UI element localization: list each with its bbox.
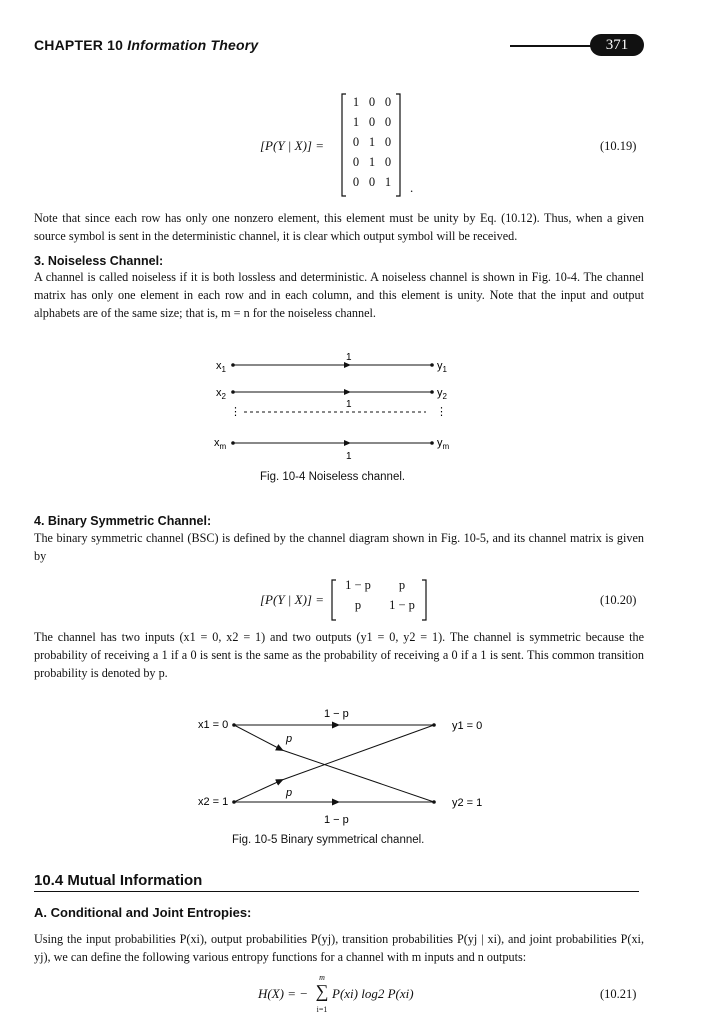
heading-noiseless-channel: 3. Noiseless Channel: — [34, 254, 164, 268]
eq-10-19-cell-r1-c3: 0 — [384, 95, 392, 109]
fig-10-5-label-cross-1: p — [286, 733, 293, 745]
fig-10-5-label-top: 1 − p — [324, 708, 349, 720]
eq-10-21-sum-top: m — [319, 973, 325, 982]
fig-10-4-output-y2: $y_2$ — [437, 387, 447, 401]
eq-10-21-lhs: H(X) = − — [258, 986, 309, 1001]
fig-10-5-label-bottom: 1 − p — [324, 814, 349, 826]
paragraph-bsc-description: The channel has two inputs (x1 = 0, x2 = 1) and two outputs (y1 = 0, y2 = 1). The channel is symmetric because the probability of receiving a 1 if a 0 is sent is the same as the probability of receiving a 0 if a 1 is sent. This common transition probability is denoted by p. — [34, 630, 644, 680]
eq-10-19-cell-r3-c1: 0 — [352, 135, 360, 149]
fig-10-5-link-0-1 — [234, 725, 282, 750]
fig-10-4-output-ym: $y_m$ — [437, 437, 450, 451]
paragraph-entropy-definitions: Using the input probabilities P(xi), output probabilities P(yj), transition probabilities P(yj | xi), and joint probabilities P(xi, yj), we can define the following various entropy functions for a channel with m inputs and n outputs: — [34, 932, 644, 964]
eq-10-19-cell-r4-c1: 0 — [352, 155, 360, 169]
fig-10-4-input-x2: $x_2$ — [216, 387, 226, 401]
fig-10-5-output-top: y1 = 0 — [452, 720, 483, 732]
fig-10-4-prob-2: 1 — [346, 399, 352, 410]
eq-10-20-cell-r2-c2: 1 − p — [389, 598, 415, 612]
eq-10-20-cell-r2-c1: p — [354, 598, 362, 612]
fig-10-4-prob-m: 1 — [346, 451, 352, 462]
eq-10-20-cell-r1-c1: 1 − p — [345, 578, 371, 592]
fig-10-4-vdots-left: ⋮ — [230, 406, 241, 418]
eq-10-19-cell-r1-c1: 1 — [352, 95, 360, 109]
page-number-badge: 371 — [590, 34, 644, 56]
fig-10-4-vdots-right: ⋮ — [436, 406, 447, 418]
eq-10-21-number: (10.21) — [600, 987, 637, 1001]
eq-10-19-cell-r3-c3: 0 — [384, 135, 392, 149]
eq-10-19-cell-r4-c3: 0 — [384, 155, 392, 169]
fig-10-4-output-y1: $y_1$ — [437, 360, 447, 374]
fig-10-5-input-bottom: x2 = 1 — [198, 796, 229, 808]
eq-10-19-cell-r5-c2: 0 — [368, 175, 376, 189]
eq-10-19-cell-r2-c1: 1 — [352, 115, 360, 129]
fig-10-5-diagram — [190, 700, 510, 830]
paragraph-deterministic-note: Note that since each row has only one nonzero element, this element must be unity by Eq. (10.12). Thus, when a given source symbol is sent in the deterministic channel, it is clear which output symbol will be received. — [34, 211, 644, 243]
fig-10-4-prob-1: 1 — [346, 352, 352, 363]
fig-10-4-input-x1: $x_1$ — [216, 360, 226, 374]
eq-10-20-cell-r1-c2: p — [398, 578, 406, 592]
eq-10-19-cell-r3-c2: 1 — [368, 135, 376, 149]
eq-10-19-cell-r4-c2: 1 — [368, 155, 376, 169]
chapter-header — [34, 37, 258, 53]
fig-10-4-input-xm: $x_m$ — [214, 437, 227, 451]
eq-10-19-cell-r1-c2: 0 — [368, 95, 376, 109]
paragraph-noiseless: A channel is called noiseless if it is both lossless and deterministic. A noiseless channel is shown in Fig. 10-4. The channel matrix has only one element in each row and in each column, and this element is unity. Note that the input and output alphabets are of the same size; that is, m = n for the noiseless channel. — [34, 270, 644, 320]
eq-10-19-lhs: [P(Y | X)] = — [260, 138, 324, 153]
eq-10-20-lhs: [P(Y | X)] = — [260, 592, 324, 607]
eq-10-19-cell-r2-c3: 0 — [384, 115, 392, 129]
heading-binary-symmetric-channel: 4. Binary Symmetric Channel: — [34, 514, 212, 528]
section-rule — [34, 891, 639, 892]
subheading-conditional-joint-entropies: A. Conditional and Joint Entropies: — [34, 905, 252, 920]
eq-10-19-cell-r2-c2: 0 — [368, 115, 376, 129]
fig-10-5-input-top: x1 = 0 — [198, 719, 229, 731]
eq-10-20-number: (10.20) — [600, 593, 637, 607]
eq-10-19-cell-r5-c3: 1 — [384, 175, 392, 189]
paragraph-bsc: The binary symmetric channel (BSC) is defined by the channel diagram shown in Fig. 10-5, and its channel matrix is given by — [34, 531, 644, 563]
eq-10-19-number: (10.19) — [600, 139, 637, 153]
eq-10-19-cell-r5-c1: 0 — [352, 175, 360, 189]
chapter-label: CHAPTER 10 — [34, 37, 124, 53]
fig-10-5-output-bottom: y2 = 1 — [452, 797, 483, 809]
eq-10-19-period: . — [410, 180, 414, 195]
eq-10-21-rhs: P(xi) log2 P(xi) — [332, 986, 414, 1001]
eq-10-21-sum-bottom: i=1 — [316, 1005, 328, 1014]
eq-10-21-sum-sign: ∑ — [315, 981, 329, 1001]
fig-10-5-caption: Fig. 10-5 Binary symmetrical channel. — [232, 834, 425, 846]
section-title-mutual-information: 10.4 Mutual Information — [34, 872, 203, 889]
fig-10-5-link-1-0 — [234, 780, 282, 802]
fig-10-4-caption: Fig. 10-4 Noiseless channel. — [260, 471, 406, 483]
chapter-title: Information Theory — [127, 37, 259, 53]
fig-10-4-diagram — [200, 345, 480, 470]
fig-10-5-label-cross-2: p — [286, 787, 293, 799]
